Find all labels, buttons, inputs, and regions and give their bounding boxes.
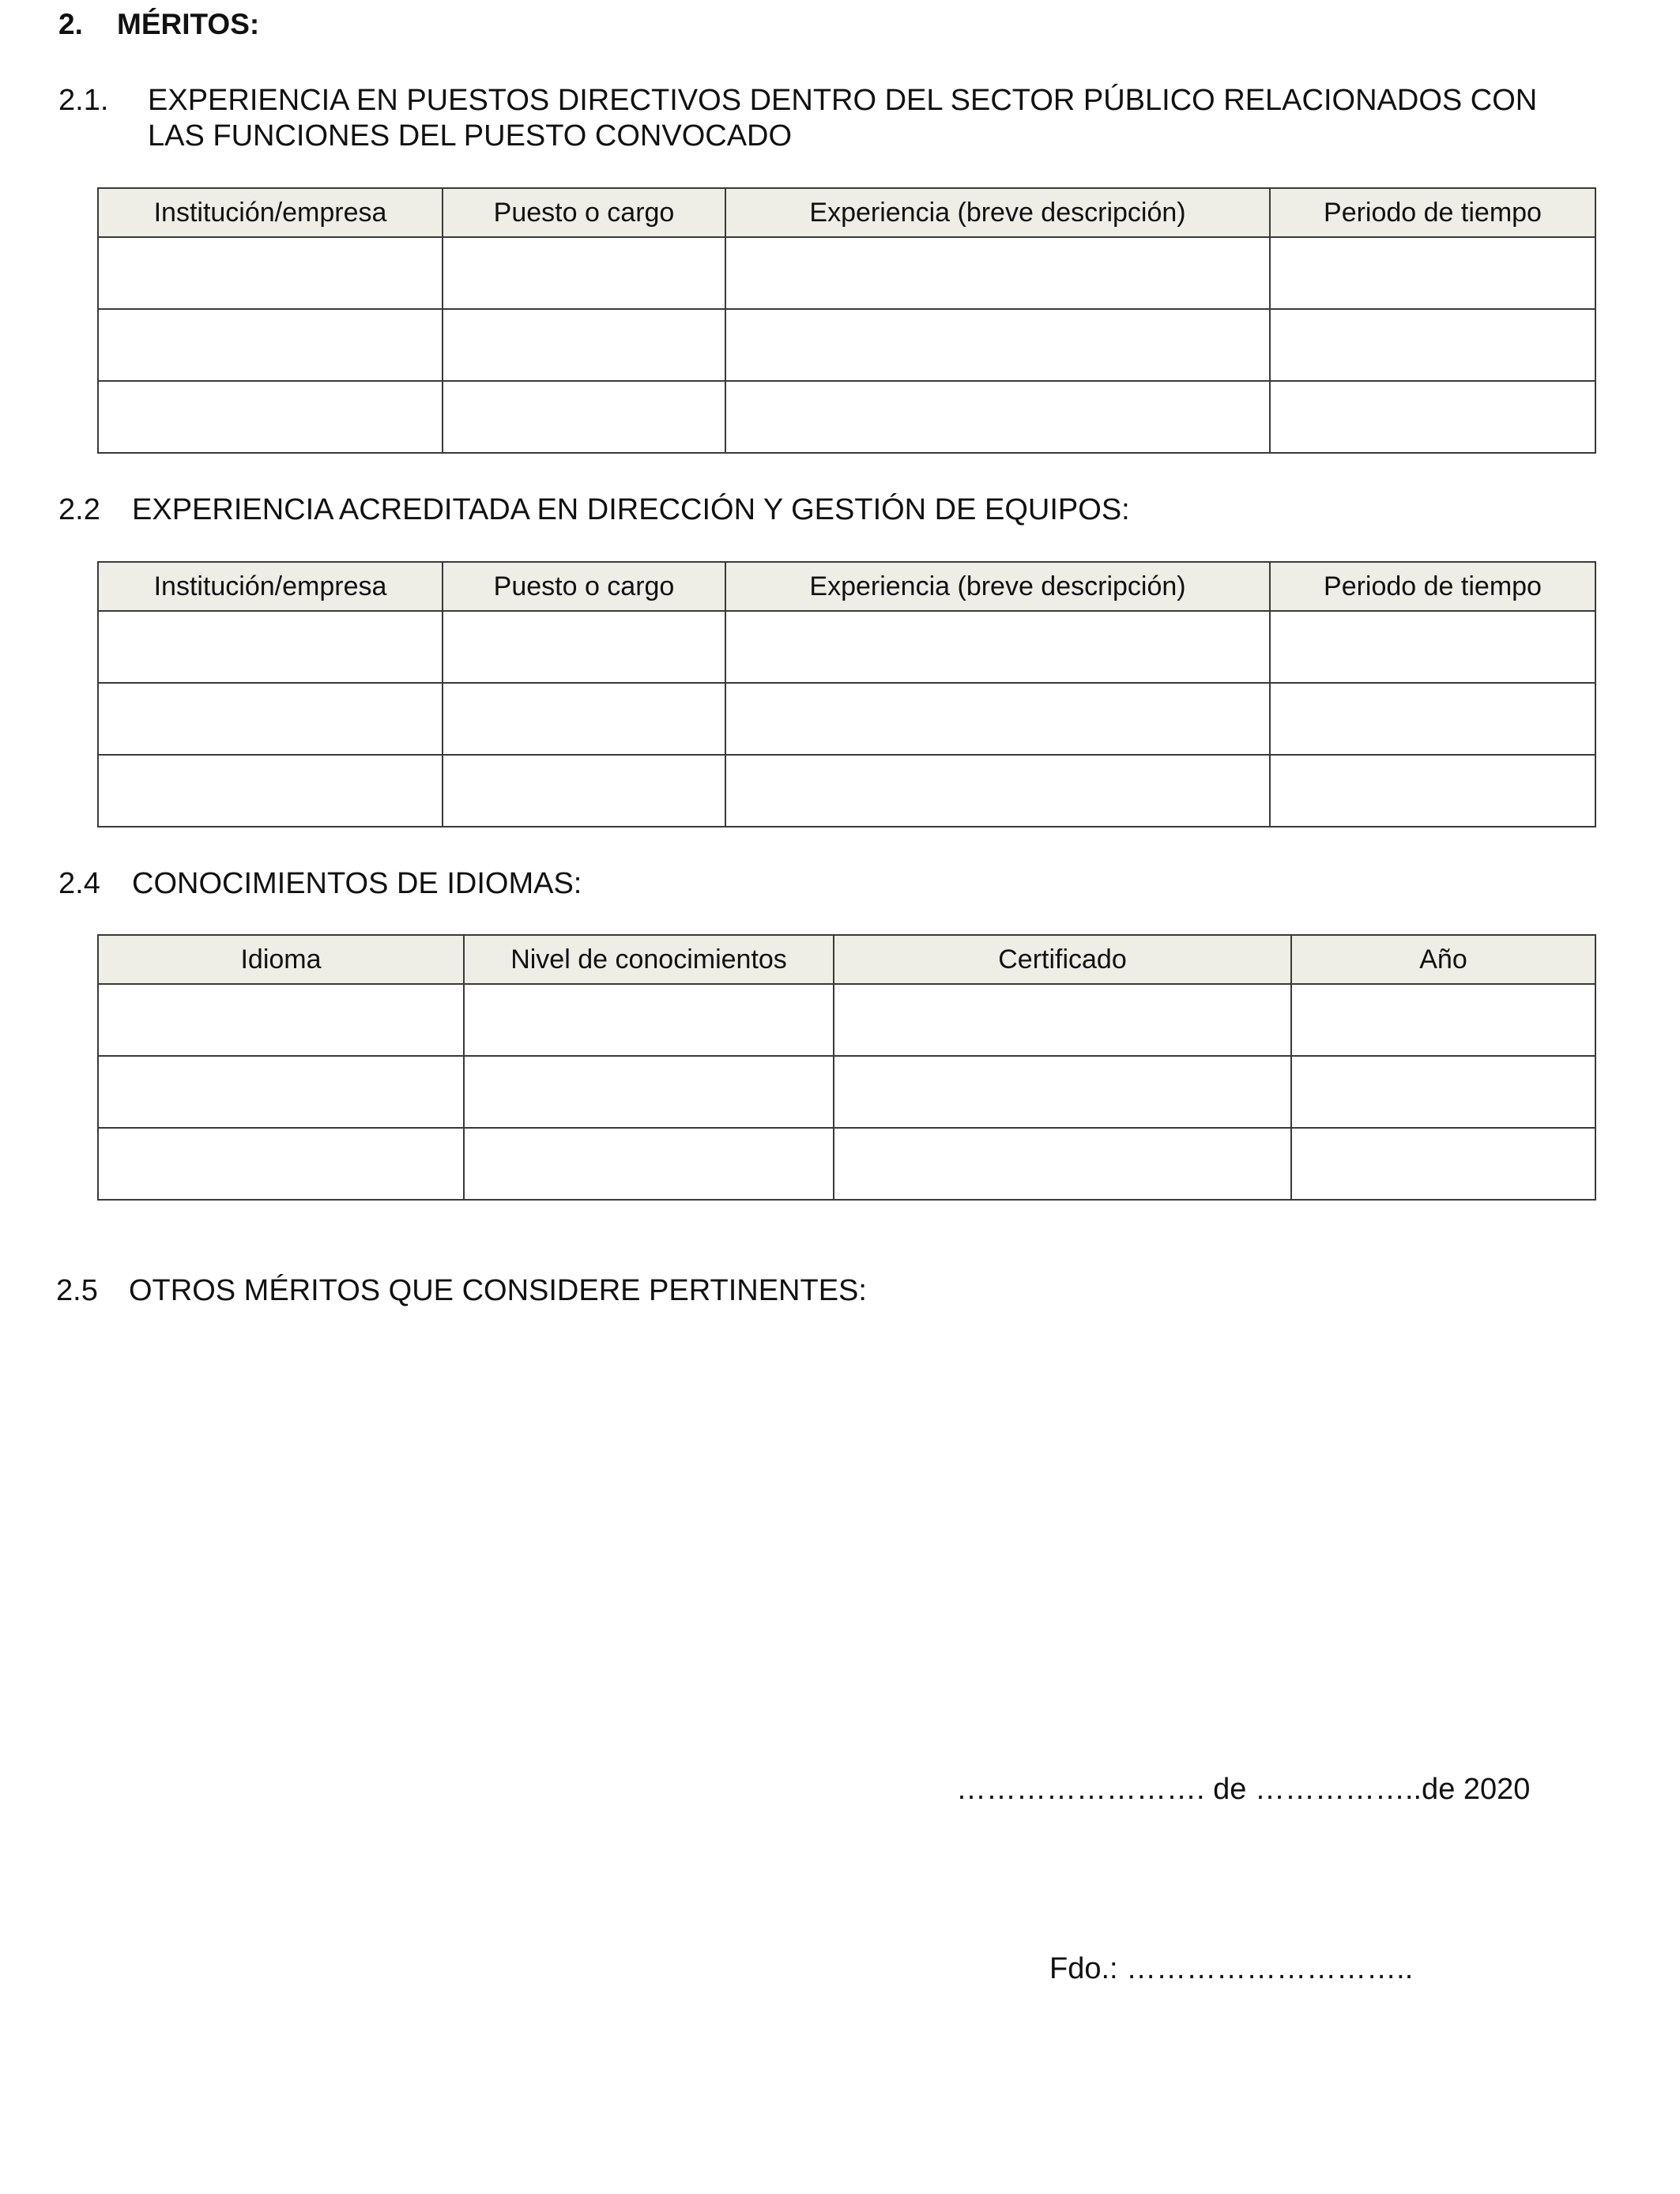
table-cell[interactable] [98, 381, 443, 453]
main-heading-number: 2. [58, 8, 83, 40]
table-cell[interactable] [98, 683, 443, 755]
table-cell[interactable] [834, 1128, 1291, 1200]
table-cell[interactable] [834, 1056, 1291, 1128]
table-section-2-4 [97, 934, 1596, 1201]
table-cell[interactable] [98, 1128, 464, 1200]
table-header-row [98, 935, 1595, 984]
table-section-2-1 [97, 187, 1596, 454]
table-cell[interactable] [1270, 237, 1595, 309]
table-cell[interactable] [725, 309, 1270, 381]
table-cell[interactable] [464, 1128, 834, 1200]
table-row [98, 683, 1595, 755]
column-header-idioma: Idioma [98, 935, 464, 984]
column-header-ano: Año [1291, 935, 1595, 984]
table-cell[interactable] [1270, 309, 1595, 381]
table-cell[interactable] [464, 1056, 834, 1128]
column-header-institucion: Institución/empresa [98, 562, 443, 611]
table-cell[interactable] [725, 683, 1270, 755]
column-header-experiencia: Experiencia (breve descripción) [725, 562, 1270, 611]
other-merits-area[interactable] [97, 1320, 1595, 1731]
section-2-1-title-line2: LAS FUNCIONES DEL PUESTO CONVOCADO [148, 119, 793, 153]
column-header-periodo: Periodo de tiempo [1270, 188, 1595, 237]
table-cell[interactable] [1291, 1056, 1595, 1128]
section-2-1-title-line1: EXPERIENCIA EN PUESTOS DIRECTIVOS DENTRO DEL SECTOR PÚBLICO RELACIONADOS CON [148, 84, 1538, 117]
column-header-experiencia: Experiencia (breve descripción) [725, 188, 1270, 237]
section-2-5-title: OTROS MÉRITOS QUE CONSIDERE PERTINENTES: [129, 1274, 867, 1307]
table-cell[interactable] [443, 611, 725, 683]
table-row [98, 309, 1595, 381]
table-cell[interactable] [443, 381, 725, 453]
table-cell[interactable] [443, 683, 725, 755]
signature-line: Fdo.: ……………………….. [1049, 1952, 1414, 1985]
table-cell[interactable] [98, 237, 443, 309]
table-cell[interactable] [98, 984, 464, 1056]
column-header-certificado: Certificado [834, 935, 1291, 984]
table-row [98, 611, 1595, 683]
table-cell[interactable] [834, 984, 1291, 1056]
table-cell[interactable] [725, 381, 1270, 453]
table-row [98, 381, 1595, 453]
table-cell[interactable] [98, 755, 443, 827]
table-cell[interactable] [725, 755, 1270, 827]
section-2-4-number: 2.4 [58, 867, 100, 900]
section-2-2-number: 2.2 [58, 493, 100, 526]
table-cell[interactable] [1291, 1128, 1595, 1200]
table-row [98, 1128, 1595, 1200]
section-2-1-number: 2.1. [58, 84, 109, 117]
table-row [98, 984, 1595, 1056]
table-row [98, 237, 1595, 309]
section-2-2-title: EXPERIENCIA ACREDITADA EN DIRECCIÓN Y GESTIÓN DE EQUIPOS: [132, 493, 1130, 526]
date-line: ……………………. de ……………..de 2020 [956, 1773, 1531, 1806]
section-2-4-title: CONOCIMIENTOS DE IDIOMAS: [132, 867, 582, 900]
column-header-periodo: Periodo de tiempo [1270, 562, 1595, 611]
section-2-5-number: 2.5 [56, 1274, 98, 1307]
main-heading [58, 9, 259, 39]
table-row [98, 755, 1595, 827]
table-cell[interactable] [98, 309, 443, 381]
table-cell[interactable] [1291, 984, 1595, 1056]
table-cell[interactable] [725, 611, 1270, 683]
table-cell[interactable] [1270, 611, 1595, 683]
table-cell[interactable] [443, 237, 725, 309]
table-header-row [98, 188, 1595, 237]
table-cell[interactable] [1270, 755, 1595, 827]
column-header-puesto: Puesto o cargo [443, 188, 725, 237]
table-cell[interactable] [725, 237, 1270, 309]
column-header-nivel: Nivel de conocimientos [464, 935, 834, 984]
table-cell[interactable] [1270, 683, 1595, 755]
table-section-2-2 [97, 561, 1596, 827]
table-cell[interactable] [98, 1056, 464, 1128]
table-cell[interactable] [443, 309, 725, 381]
table-cell[interactable] [98, 611, 443, 683]
column-header-puesto: Puesto o cargo [443, 562, 725, 611]
column-header-institucion: Institución/empresa [98, 188, 443, 237]
table-cell[interactable] [443, 755, 725, 827]
table-cell[interactable] [464, 984, 834, 1056]
table-header-row [98, 562, 1595, 611]
table-row [98, 1056, 1595, 1128]
table-cell[interactable] [1270, 381, 1595, 453]
main-heading-title: MÉRITOS: [117, 8, 260, 40]
